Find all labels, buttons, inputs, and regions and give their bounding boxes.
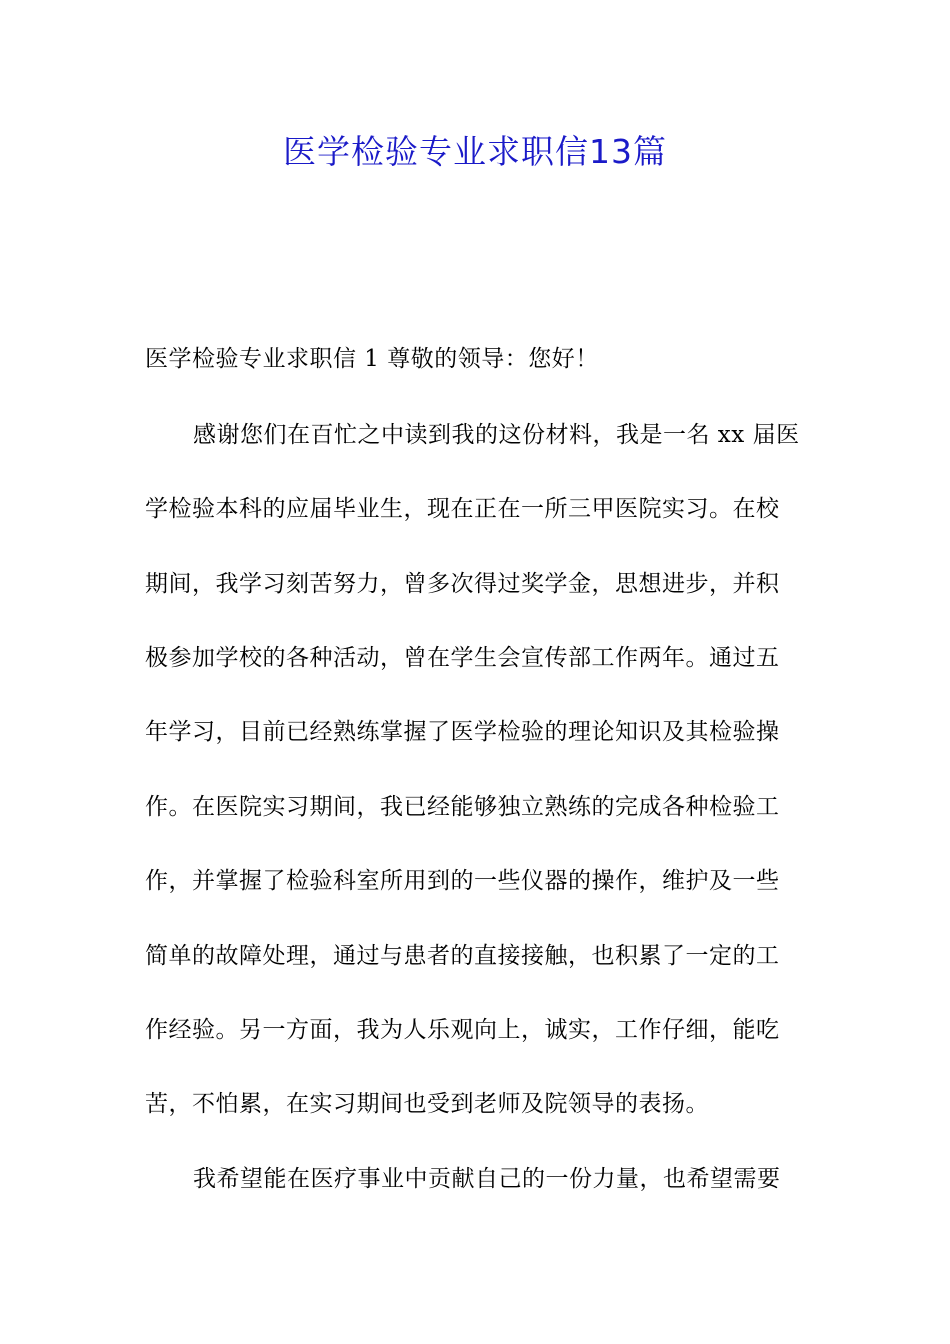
body-line: 作经验。另一方面，我为人乐观向上，诚实，工作仔细，能吃 [145, 1017, 780, 1043]
body-line: 感谢您们在百忙之中读到我的这份材料，我是一名 xx 届医 [193, 422, 800, 448]
body-line: 简单的故障处理，通过与患者的直接接触，也积累了一定的工 [145, 943, 780, 969]
body-line: 作。在医院实习期间，我已经能够独立熟练的完成各种检验工 [145, 794, 780, 820]
body-line: 期间，我学习刻苦努力，曾多次得过奖学金，思想进步，并积 [145, 571, 780, 597]
salutation-line: 医学检验专业求职信 1 尊敬的领导：您好！ [145, 346, 599, 372]
body-line: 作，并掌握了检验科室所用到的一些仪器的操作，维护及一些 [145, 868, 780, 894]
body-line: 极参加学校的各种活动，曾在学生会宣传部工作两年。通过五 [145, 645, 780, 671]
document-title: 医学检验专业求职信13篇 [283, 132, 667, 171]
body-line: 年学习，目前已经熟练掌握了医学检验的理论知识及其检验操 [145, 719, 780, 745]
body-line: 苦，不怕累，在实习期间也受到老师及院领导的表扬。 [145, 1091, 709, 1117]
body-line: 我希望能在医疗事业中贡献自己的一份力量，也希望需要 [193, 1166, 781, 1192]
body-line: 学检验本科的应届毕业生，现在正在一所三甲医院实习。在校 [145, 496, 780, 522]
